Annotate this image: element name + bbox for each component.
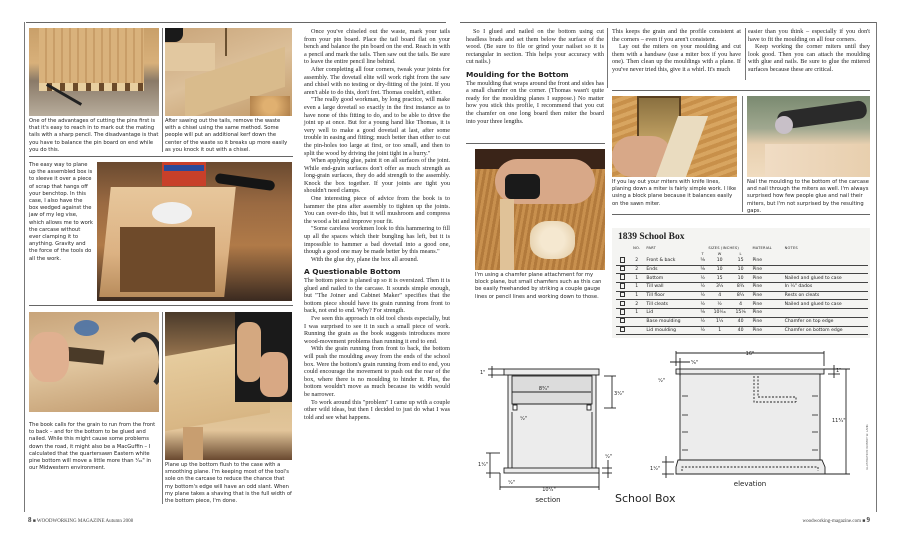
cell-l: 40 — [731, 317, 751, 326]
checkbox-icon[interactable] — [620, 266, 626, 272]
divider — [745, 28, 746, 80]
paragraph: easier than you think – especially if you don't have to fit the moulding on all four corners. — [748, 28, 870, 43]
caption-nail-moulding: Nail the moulding to the bottom of the carcase and nail through the miters as well. I'm always surprised how few people glue and nail their miters, but I'm not surprised by the resulting gaps. — [747, 179, 869, 214]
checkbox-cell — [616, 257, 629, 265]
dim-elev-length: 16" — [745, 351, 755, 357]
divider — [162, 28, 163, 152]
elevation-drawing — [662, 351, 850, 478]
cell-no: 1 — [629, 274, 644, 283]
checkbox-cell — [616, 317, 629, 326]
cell-w: ¹⁄₂ — [709, 300, 731, 309]
cell-part: Ends — [644, 265, 697, 274]
school-box-drawings — [478, 340, 878, 532]
cutlist-row — [616, 257, 868, 265]
page-number-left: 8 — [28, 516, 32, 524]
cell-no — [629, 317, 644, 326]
paragraph: With the glue dry, plane the box all around. — [311, 255, 419, 263]
cell-part: Base moulding — [644, 317, 697, 326]
cell-notes — [783, 309, 868, 318]
col-t: T — [701, 252, 704, 256]
checkbox-cell — [616, 283, 629, 292]
cell-notes — [783, 265, 868, 274]
divider — [29, 156, 293, 157]
caption-pins-first: One of the advantages of cutting the pins first is that it's easy to reach in to mark out the mating tails with a sharp pencil. The disadvantage is that you have to balance the pin board on end while you do this. — [29, 118, 159, 153]
divider — [162, 312, 163, 504]
checkbox-cell — [616, 274, 629, 283]
caption-knife-lines: If you lay out your miters with knife lines, planing down a miter is fairly simple work. I like using a block plane because it balances easily on the sawn miter. — [612, 179, 737, 207]
article-column-3 — [466, 28, 604, 125]
dim-bottom-thick: ¹⁄₂" — [605, 454, 613, 460]
cell-no: 1 — [629, 309, 644, 318]
cell-l: 8¹⁄₂ — [731, 291, 751, 300]
caption-sawing-tails: After sawing out the tails, remove the waste with a chisel using the same method. Some people will put an additional kerf down the center of the waste so it breaks up more easily as you knock it out with a chisel. — [165, 118, 288, 153]
footer-right-text: woodworking-magazine.com ■ — [802, 519, 866, 524]
cell-l: 8³⁄₄ — [731, 283, 751, 292]
page-number-right: 9 — [866, 516, 870, 524]
cutlist-row — [616, 309, 868, 318]
dim-elev-lid: 1" — [836, 368, 842, 374]
cell-l: 10 — [731, 274, 751, 283]
cell-part: Till cleats — [644, 300, 697, 309]
checkbox-cell — [616, 300, 629, 309]
dim-elev-height: 11³⁄₄" — [832, 418, 846, 424]
cell-t: ¹⁄₂ — [697, 274, 709, 283]
caption-grain-bottom: The book calls for the grain to run from the front to back – and for the bottom to be glued and nailed. While this might cause some problems down the road, it might also be a MacGuffin – I calculated that the quartersawn Eastern white pine bottom will move a little more than ¹⁄₁₆" in our Midwestern environment. — [29, 422, 156, 472]
cell-material: Pine — [750, 300, 782, 309]
cell-t: ¹⁄₂ — [697, 283, 709, 292]
cutlist-row — [616, 265, 868, 274]
paragraph: With the grain running from front to back, the bottom will push the moulding away from the ends of the school box. Were the bottom's grain running from end to end, you could encourage the movement to push out the rear of the box, where there is no moulding to hinder it. Plus, the bottom wouldn't move as much because its width would be narrower. — [304, 345, 450, 398]
photo-assembled-box — [97, 162, 292, 301]
photo-chamfer-plane — [475, 149, 605, 270]
article-column-4 — [612, 28, 741, 74]
photo-plane-flush — [165, 312, 292, 460]
dim-cleat: ¹⁄₂" — [520, 416, 528, 422]
photo-nail-moulding — [747, 96, 870, 177]
cell-material: Pine — [750, 291, 782, 300]
cutlist-row — [616, 291, 868, 300]
top-rule-left — [26, 22, 446, 23]
divider — [607, 28, 608, 88]
drawing-title: School Box — [615, 492, 676, 505]
paragraph: The moulding that wraps around the front and sides has a small chamfer on the corner. (Thomas wasn't quite ready for the moulding planes I suppose.) No matter how you stick this profile, I recommend that you cut the chamfer on one long board then miter the board into your three lengths. — [466, 79, 604, 125]
cell-l: 15¹⁄₈ — [731, 309, 751, 318]
section-heading: Moulding for the Bottom — [466, 69, 569, 79]
dim-elev-base: 1¹⁄₂" — [650, 466, 661, 472]
checkbox-icon[interactable] — [620, 257, 626, 263]
cell-t: ¹⁄₂ — [697, 300, 709, 309]
cutlist-row — [616, 283, 868, 292]
cell-material: Pine — [750, 326, 782, 335]
paragraph: The bottom piece is planed up so it is oversized. Then it is glued and nailed to the carcase. It sounds simple enough, but "The Joiner and Cabinet Maker" specifies that the bottom piece should have its grain running from front to back, not end to end. Why? For strength. — [304, 277, 450, 315]
col-sizes: SIZES (INCHES) — [708, 246, 739, 250]
cell-w: 1¹⁄₂ — [709, 317, 731, 326]
dim-overall-width: 10¹⁄₂" — [542, 487, 556, 493]
cutlist-row — [616, 274, 868, 283]
section-heading: A Questionable Bottom — [304, 267, 401, 277]
section-drawing — [486, 366, 616, 490]
cell-part: Front & back — [644, 257, 697, 265]
photo-miter-planing — [612, 96, 737, 177]
paragraph: "Some careless workmen look to this hammering to fill up all the spaces which their bungling has left, but it is impossible to hammer a bad dovetail into a good one, though a good one may be made better by this means." — [304, 225, 450, 256]
cell-w: 1 — [709, 326, 731, 335]
checkbox-icon[interactable] — [620, 309, 626, 315]
cell-no: 2 — [629, 265, 644, 274]
cell-part: Till floor — [644, 291, 697, 300]
paragraph: This keeps the grain and the profile consistent at the corners – even if you aren't consistent. — [612, 28, 741, 43]
col-l: L — [739, 252, 742, 256]
cell-w: 15 — [709, 274, 731, 283]
cutlist-row — [616, 326, 868, 335]
caption-plane-flush: Plane up the bottom flush to the case with a smoothing plane. I'm keeping most of the tool's sole on the carcase to reduce the chance that my bottom's edge will have an odd slant. When my plane takes a shaving that is the full width of the bottom piece, I'm done. — [165, 462, 292, 505]
cell-t: ¹⁄₂ — [697, 317, 709, 326]
cell-w: 10 — [709, 265, 731, 274]
cell-t: ¹⁄₂ — [697, 326, 709, 335]
dim-base-left: 1¹⁄₂" — [478, 462, 489, 468]
elevation-carcase — [680, 374, 820, 460]
cell-part: Till wall — [644, 283, 697, 292]
dim-elev-side: ¹⁄₂" — [658, 378, 666, 384]
paragraph: "The really good workman, by long practice, will make even a large dovetail so exactly in the first instance as to have none of this fitting to do, and to be able to drive the joint up at once. But for a young hand like Thomas, it is very well to make a good dovetail at last, after some trouble in easing and fitting; much better than either to cut the pin-holes too large at first, or too small, and then to split the wood by driving the joint tight in a hurry." — [304, 96, 450, 157]
cell-t: ⁵⁄₈ — [697, 309, 709, 318]
divider — [742, 96, 743, 212]
dim-inner-width: 8³⁄₄" — [538, 386, 550, 392]
cell-l: 40 — [731, 326, 751, 335]
section-label: section — [535, 496, 561, 504]
cell-notes: Rests on cleats — [783, 291, 868, 300]
col-part: PART — [646, 246, 657, 250]
dim-elev-overhang: ⁵⁄₈" — [691, 360, 699, 366]
cell-part: Lid — [644, 309, 697, 318]
cell-l: 4 — [731, 300, 751, 309]
cutlist-row — [616, 300, 868, 309]
cell-material: Pine — [750, 274, 782, 283]
footer-left — [28, 516, 133, 524]
cell-no: 2 — [629, 257, 644, 265]
paragraph: To work around this "problem" I came up with a couple other wild ideas, but then I decided to just do what I was told and see what happens. — [304, 398, 450, 421]
cell-notes — [783, 257, 868, 265]
cell-no: 2 — [629, 300, 644, 309]
cell-t: ⁵⁄₈ — [697, 257, 709, 265]
top-rule-right — [460, 22, 876, 23]
footer-right — [803, 516, 870, 524]
checkbox-icon[interactable] — [620, 292, 626, 298]
cell-w: 3¹⁄₂ — [709, 283, 731, 292]
cell-l: 15 — [731, 257, 751, 265]
divider — [612, 90, 870, 91]
col-notes: NOTES — [784, 246, 798, 250]
dim-base-small: ¹⁄₂" — [508, 480, 516, 486]
paragraph: So I glued and nailed on the bottom using cut headless brads and set them below the surface of the wood. (Be sure to file or grind your nailset so it is rectangular in section. This helps your accuracy with cut nails.) — [466, 28, 604, 66]
cell-t: ⁵⁄₈ — [697, 265, 709, 274]
cell-part: Bottom — [644, 274, 697, 283]
checkbox-cell — [616, 309, 629, 318]
caption-plane-box: The easy way to plane up the assembled box is to sleeve it over a piece of scrap that hangs off your benchtop. In this case, I also have the box wedged against the jaw of my leg vise, which allows me to work the carcase without ever clamping it to anything. Gravity and the force of the tools do all the work. — [29, 162, 93, 262]
cell-material: Pine — [750, 283, 782, 292]
cutlist-table — [616, 245, 868, 335]
cutlist-title: 1839 School Box — [618, 232, 685, 242]
cell-material: Pine — [750, 309, 782, 318]
cell-no: 1 — [629, 283, 644, 292]
footer-left-text: ■ WOODWORKING MAGAZINE Autumn 2008 — [32, 519, 134, 524]
cell-part: Lid moulding — [644, 326, 697, 335]
paragraph: Lay out the miters on your moulding and cut them with a handsaw (use a miter box if you have one). Then clean up the mouldings with a plane. If you've never tried this, give it a whirl. It's much — [612, 43, 741, 73]
checkbox-icon[interactable] — [620, 283, 626, 289]
cell-no — [629, 326, 644, 335]
cell-w: 10 — [709, 257, 731, 265]
section-bottom — [504, 468, 599, 473]
checkbox-cell — [616, 291, 629, 300]
checkbox-cell — [616, 265, 629, 274]
col-no: NO. — [633, 246, 641, 250]
photo-sawing-tails — [165, 28, 292, 116]
checkbox-icon[interactable] — [620, 274, 626, 280]
cell-no: 1 — [629, 291, 644, 300]
paragraph: Keep working the corner miters until they look good. Then you can attach the moulding with glue and nails. Be sure to glue the mitered surfaces because these are critical. — [748, 43, 870, 73]
cell-notes: Nailed and glued to case — [783, 300, 868, 309]
cell-l: 10 — [731, 265, 751, 274]
caption-chamfer: I'm using a chamfer plane attachment for my block plane, but small chamfers such as this can be easily freehanded by striking a couple gauge lines or pencil lines and working down to those. — [475, 272, 602, 300]
divider — [29, 305, 293, 306]
left-page-edge — [24, 22, 25, 512]
cell-material: Pine — [750, 265, 782, 274]
illustration-credit: ILLUSTRATION: ROBERT W. LANG — [865, 424, 869, 470]
divider — [466, 143, 605, 144]
checkbox-icon[interactable] — [620, 327, 626, 333]
cell-w: 10¹⁄₁₆ — [709, 309, 731, 318]
cell-material: Pine — [750, 317, 782, 326]
section-lid — [504, 369, 599, 375]
photo-bottom-grain — [29, 312, 159, 412]
elevation-label: elevation — [733, 480, 767, 488]
cell-t: ¹⁄₂ — [697, 291, 709, 300]
article-column-2 — [304, 28, 450, 421]
cutlist-row — [616, 317, 868, 326]
cell-notes: In ¹⁄₄" dados — [783, 283, 868, 292]
paragraph: I've seen this approach in old tool chests especially, but I was surprised to see it in such a small piece of work. Running the grain as the book suggests introduces more wood-movement problems than running it end to end. — [304, 314, 450, 345]
checkbox-cell — [616, 326, 629, 335]
col-material: MATERIAL — [752, 246, 772, 250]
elevation-base — [676, 460, 825, 474]
paragraph: After completing all four corners, tweak your joints for assembly. The dovetail elite will work right from the saw and chisel with no testing or dry-fitting of the joint. If you aren't able to do this, don't fret. Thomas couldn't, either. — [304, 65, 450, 96]
section-till — [512, 376, 592, 404]
cell-notes: Nailed and glued to case — [783, 274, 868, 283]
article-column-5 — [748, 28, 870, 74]
elevation-lid — [676, 369, 824, 374]
paragraph: When applying glue, paint it on all surfaces of the joint. While end-grain surfaces don't offer as much strength as long-grain surfaces, they do add strength to the assembly. Knock the box together. If your joints are tight you shouldn't need clamps. — [304, 157, 450, 195]
dim-till-height: 3¹⁄₂" — [614, 391, 625, 397]
checkbox-icon[interactable] — [620, 301, 626, 307]
col-w: W — [717, 252, 722, 256]
checkbox-icon[interactable] — [620, 318, 626, 324]
paragraph: Once you've chiseled out the waste, mark your tails from your pin board. Place the tail board flat on your bench and balance the pin board on the end. Reach in with a pencil and mark the tails. Then saw out the tails. Be sure to leave the entire pencil line behind. — [304, 28, 450, 66]
cell-notes: Chamfer on bottom edge — [783, 326, 868, 335]
photo-pins-marking — [29, 28, 159, 116]
paragraph: One interesting piece of advice from the book is to hammer the pins after assembly to tighten up the joints. You can over-do this, but it will mushroom and compress the wood a bit and improve your fit. — [304, 195, 450, 225]
cell-material: Pine — [750, 257, 782, 265]
cell-notes: Chamfer on top edge — [783, 317, 868, 326]
divider — [612, 214, 870, 215]
dim-lid-thick: 1" — [480, 370, 486, 376]
cutlist-panel — [612, 228, 870, 338]
cell-w: 4 — [709, 291, 731, 300]
